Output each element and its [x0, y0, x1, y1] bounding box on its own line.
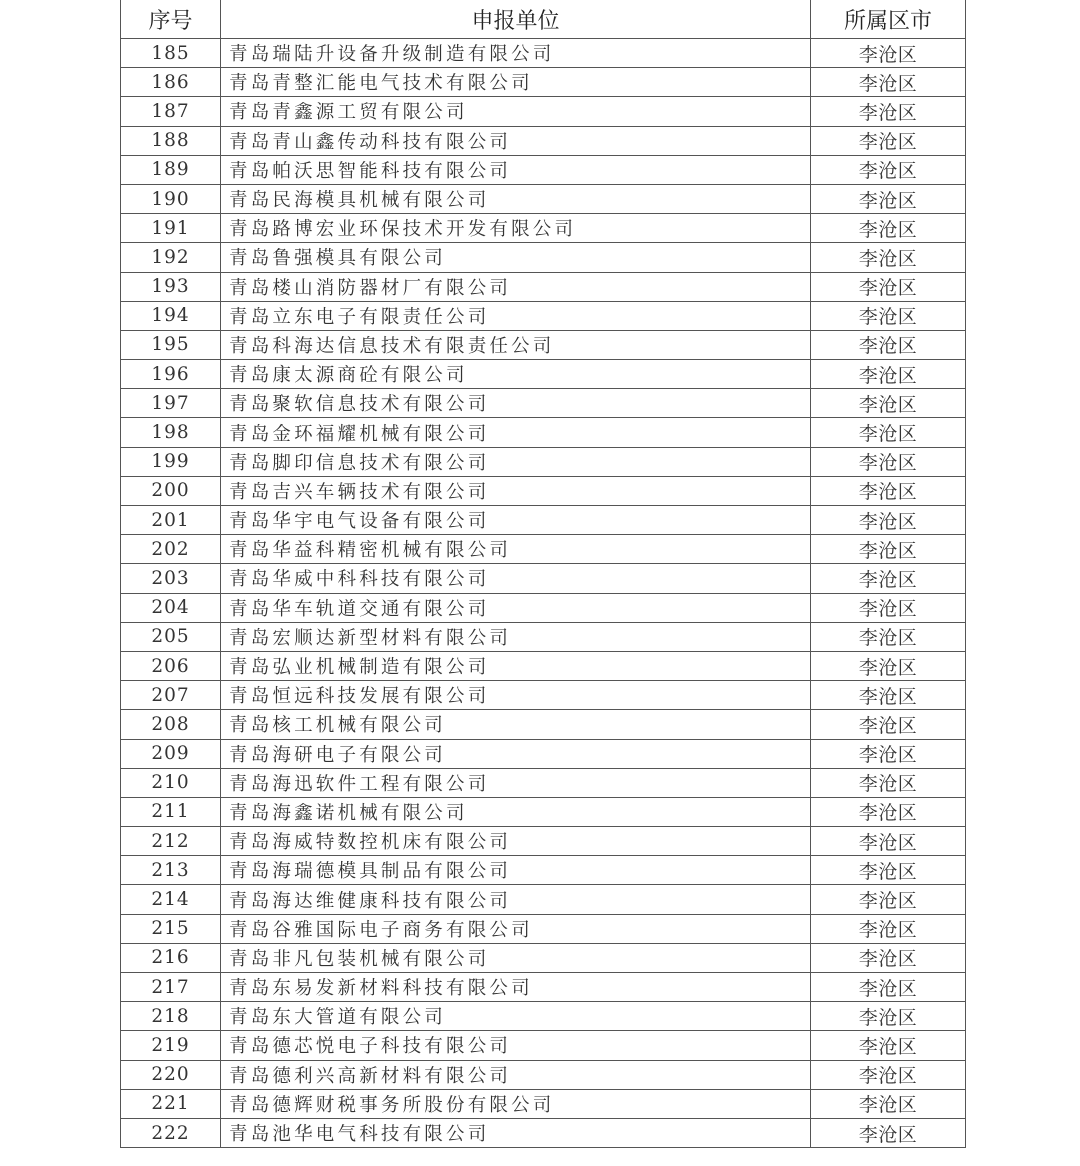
- row-unit-name: 青岛路博宏业环保技术开发有限公司: [221, 214, 811, 243]
- row-unit-name: 青岛宏顺达新型材料有限公司: [221, 622, 811, 651]
- header-number: 序号: [121, 0, 221, 39]
- row-unit-name: 青岛海研电子有限公司: [221, 739, 811, 768]
- row-number: 214: [121, 885, 221, 914]
- row-number: 196: [121, 360, 221, 389]
- row-unit-name: 青岛池华电气科技有限公司: [221, 1118, 811, 1147]
- row-district: 李沧区: [811, 943, 966, 972]
- table-row: [121, 681, 966, 710]
- table-row: [121, 301, 966, 330]
- table-row: [121, 651, 966, 680]
- row-number: 191: [121, 214, 221, 243]
- row-number: 215: [121, 914, 221, 943]
- row-unit-name: 青岛海威特数控机床有限公司: [221, 827, 811, 856]
- row-unit-name: 青岛海迅软件工程有限公司: [221, 768, 811, 797]
- row-district: 李沧区: [811, 68, 966, 97]
- table-row: [121, 243, 966, 272]
- row-number: 192: [121, 243, 221, 272]
- table-row: [121, 885, 966, 914]
- row-number: 209: [121, 739, 221, 768]
- table-row: [121, 126, 966, 155]
- row-unit-name: 青岛弘业机械制造有限公司: [221, 651, 811, 680]
- row-unit-name: 青岛华益科精密机械有限公司: [221, 535, 811, 564]
- row-district: 李沧区: [811, 1002, 966, 1031]
- row-unit-name: 青岛华宇电气设备有限公司: [221, 506, 811, 535]
- table-row: [121, 914, 966, 943]
- row-number: 203: [121, 564, 221, 593]
- row-unit-name: 青岛楼山消防器材厂有限公司: [221, 272, 811, 301]
- row-unit-name: 青岛金环福耀机械有限公司: [221, 418, 811, 447]
- row-district: 李沧区: [811, 476, 966, 505]
- row-district: 李沧区: [811, 827, 966, 856]
- row-number: 186: [121, 68, 221, 97]
- table-row: [121, 330, 966, 359]
- table-row: [121, 97, 966, 126]
- row-unit-name: 青岛非凡包装机械有限公司: [221, 943, 811, 972]
- row-district: 李沧区: [811, 856, 966, 885]
- row-district: 李沧区: [811, 1089, 966, 1118]
- row-district: 李沧区: [811, 97, 966, 126]
- row-unit-name: 青岛华威中科科技有限公司: [221, 564, 811, 593]
- row-district: 李沧区: [811, 593, 966, 622]
- row-number: 202: [121, 535, 221, 564]
- row-number: 195: [121, 330, 221, 359]
- row-unit-name: 青岛科海达信息技术有限责任公司: [221, 330, 811, 359]
- table-row: [121, 447, 966, 476]
- row-unit-name: 青岛华车轨道交通有限公司: [221, 593, 811, 622]
- row-number: 201: [121, 506, 221, 535]
- row-unit-name: 青岛帕沃思智能科技有限公司: [221, 155, 811, 184]
- row-number: 193: [121, 272, 221, 301]
- row-unit-name: 青岛脚印信息技术有限公司: [221, 447, 811, 476]
- row-district: 李沧区: [811, 885, 966, 914]
- row-district: 李沧区: [811, 418, 966, 447]
- row-district: 李沧区: [811, 914, 966, 943]
- table-row: [121, 418, 966, 447]
- table-row: [121, 1031, 966, 1060]
- row-district: 李沧区: [811, 243, 966, 272]
- table-row: [121, 856, 966, 885]
- row-district: 李沧区: [811, 1031, 966, 1060]
- row-number: 211: [121, 797, 221, 826]
- row-number: 205: [121, 622, 221, 651]
- table-row: [121, 214, 966, 243]
- row-unit-name: 青岛恒远科技发展有限公司: [221, 681, 811, 710]
- row-unit-name: 青岛青鑫源工贸有限公司: [221, 97, 811, 126]
- row-district: 李沧区: [811, 797, 966, 826]
- row-district: 李沧区: [811, 1060, 966, 1089]
- row-unit-name: 青岛瑞陆升设备升级制造有限公司: [221, 39, 811, 68]
- table-row: [121, 155, 966, 184]
- table-row: [121, 506, 966, 535]
- row-district: 李沧区: [811, 447, 966, 476]
- row-unit-name: 青岛谷雅国际电子商务有限公司: [221, 914, 811, 943]
- row-number: 212: [121, 827, 221, 856]
- table-row: [121, 1089, 966, 1118]
- row-district: 李沧区: [811, 710, 966, 739]
- header-district: 所属区市: [811, 0, 966, 39]
- row-number: 220: [121, 1060, 221, 1089]
- table-header: [121, 0, 966, 39]
- row-district: 李沧区: [811, 681, 966, 710]
- row-district: 李沧区: [811, 973, 966, 1002]
- row-number: 210: [121, 768, 221, 797]
- table-row: [121, 39, 966, 68]
- document-sheet: [120, 0, 965, 1156]
- table-row: [121, 622, 966, 651]
- table-row: [121, 184, 966, 213]
- table-row: [121, 476, 966, 505]
- row-number: 221: [121, 1089, 221, 1118]
- row-district: 李沧区: [811, 301, 966, 330]
- table-body: [121, 39, 966, 1148]
- row-number: 218: [121, 1002, 221, 1031]
- table-row: [121, 973, 966, 1002]
- row-number: 206: [121, 651, 221, 680]
- table-row: [121, 535, 966, 564]
- table-row: [121, 360, 966, 389]
- row-number: 197: [121, 389, 221, 418]
- table-row: [121, 68, 966, 97]
- row-district: 李沧区: [811, 360, 966, 389]
- row-unit-name: 青岛核工机械有限公司: [221, 710, 811, 739]
- row-district: 李沧区: [811, 564, 966, 593]
- row-unit-name: 青岛海达维健康科技有限公司: [221, 885, 811, 914]
- row-district: 李沧区: [811, 126, 966, 155]
- row-unit-name: 青岛海鑫诺机械有限公司: [221, 797, 811, 826]
- row-unit-name: 青岛海瑞德模具制品有限公司: [221, 856, 811, 885]
- row-unit-name: 青岛立东电子有限责任公司: [221, 301, 811, 330]
- table-row: [121, 797, 966, 826]
- row-number: 217: [121, 973, 221, 1002]
- row-district: 李沧区: [811, 1118, 966, 1147]
- row-district: 李沧区: [811, 184, 966, 213]
- table-row: [121, 739, 966, 768]
- row-unit-name: 青岛鲁强模具有限公司: [221, 243, 811, 272]
- row-unit-name: 青岛聚软信息技术有限公司: [221, 389, 811, 418]
- row-unit-name: 青岛吉兴车辆技术有限公司: [221, 476, 811, 505]
- row-unit-name: 青岛德利兴高新材料有限公司: [221, 1060, 811, 1089]
- row-unit-name: 青岛德芯悦电子科技有限公司: [221, 1031, 811, 1060]
- row-number: 198: [121, 418, 221, 447]
- row-unit-name: 青岛青山鑫传动科技有限公司: [221, 126, 811, 155]
- row-number: 207: [121, 681, 221, 710]
- table-row: [121, 389, 966, 418]
- table-row: [121, 943, 966, 972]
- row-unit-name: 青岛东大管道有限公司: [221, 1002, 811, 1031]
- row-district: 李沧区: [811, 768, 966, 797]
- header-row: [121, 0, 966, 39]
- row-district: 李沧区: [811, 389, 966, 418]
- row-district: 李沧区: [811, 535, 966, 564]
- row-district: 李沧区: [811, 155, 966, 184]
- row-district: 李沧区: [811, 651, 966, 680]
- row-unit-name: 青岛青整汇能电气技术有限公司: [221, 68, 811, 97]
- row-number: 208: [121, 710, 221, 739]
- row-number: 222: [121, 1118, 221, 1147]
- row-number: 219: [121, 1031, 221, 1060]
- row-number: 204: [121, 593, 221, 622]
- table-row: [121, 710, 966, 739]
- table-row: [121, 564, 966, 593]
- row-number: 199: [121, 447, 221, 476]
- row-number: 188: [121, 126, 221, 155]
- applicant-table: [120, 0, 966, 1148]
- row-unit-name: 青岛德辉财税事务所股份有限公司: [221, 1089, 811, 1118]
- row-number: 185: [121, 39, 221, 68]
- table-row: [121, 272, 966, 301]
- row-district: 李沧区: [811, 622, 966, 651]
- row-number: 216: [121, 943, 221, 972]
- row-district: 李沧区: [811, 214, 966, 243]
- table-row: [121, 1118, 966, 1147]
- row-number: 190: [121, 184, 221, 213]
- row-number: 189: [121, 155, 221, 184]
- row-district: 李沧区: [811, 506, 966, 535]
- table-row: [121, 593, 966, 622]
- header-unit: 申报单位: [221, 0, 811, 39]
- table-row: [121, 827, 966, 856]
- row-number: 200: [121, 476, 221, 505]
- table-row: [121, 1060, 966, 1089]
- row-district: 李沧区: [811, 39, 966, 68]
- row-number: 187: [121, 97, 221, 126]
- row-unit-name: 青岛东易发新材料科技有限公司: [221, 973, 811, 1002]
- row-unit-name: 青岛康太源商砼有限公司: [221, 360, 811, 389]
- row-district: 李沧区: [811, 272, 966, 301]
- row-unit-name: 青岛民海模具机械有限公司: [221, 184, 811, 213]
- row-number: 194: [121, 301, 221, 330]
- row-number: 213: [121, 856, 221, 885]
- table-row: [121, 768, 966, 797]
- row-district: 李沧区: [811, 330, 966, 359]
- table-row: [121, 1002, 966, 1031]
- row-district: 李沧区: [811, 739, 966, 768]
